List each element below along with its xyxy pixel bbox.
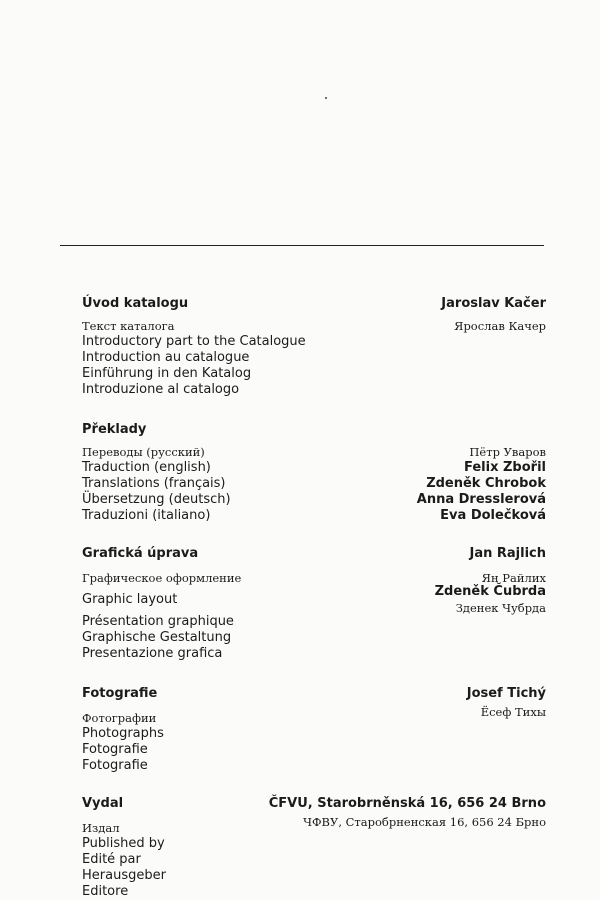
section-intro <box>82 296 546 398</box>
intro-item-en: Introductory part to the Catalogue <box>82 334 306 349</box>
graphic-designer-2-ru: Зденек Чубрда <box>455 601 546 615</box>
intro-item-it: Introduzione al catalogo <box>82 382 240 397</box>
publisher-item-ru: Издал <box>82 821 120 835</box>
graphic-designer-2: Zdeněk Čubrda <box>434 584 546 599</box>
publisher-item-de: Herausgeber <box>82 868 166 883</box>
translations-heading: Překlady <box>82 422 147 437</box>
translator-ru: Пётр Уваров <box>469 445 546 459</box>
publisher-item-fr: Edité par <box>82 852 141 867</box>
translator-it: Eva Dolečková <box>440 508 546 523</box>
intro-item-fr: Introduction au catalogue <box>82 350 250 365</box>
photo-item-cs: Fotografie <box>82 742 148 757</box>
photo-item-en: Photographs <box>82 726 164 741</box>
translation-item-ru: Переводы (русский) <box>82 445 205 459</box>
graphic-item-de: Graphische Gestaltung <box>82 630 232 645</box>
photo-heading: Fotografie <box>82 686 158 701</box>
translation-item-fr: Translations (français) <box>82 476 226 491</box>
graphic-item-en: Graphic layout <box>82 592 178 607</box>
intro-item-de: Einführung in den Katalog <box>82 366 252 381</box>
photo-item-it: Fotografie <box>82 758 148 773</box>
section-photography <box>82 686 546 774</box>
intro-heading: Úvod katalogu <box>82 296 189 311</box>
intro-author-ru: Ярослав Качер <box>454 319 546 333</box>
print-speck <box>325 97 327 99</box>
translation-item-en: Traduction (english) <box>82 460 211 475</box>
photo-item-ru: Фотографии <box>82 711 157 725</box>
graphic-item-ru: Графическое оформление <box>82 571 242 585</box>
translator-en: Felix Zbořil <box>464 460 546 475</box>
section-translations <box>82 422 546 524</box>
translator-fr: Zdeněk Chrobok <box>426 476 546 491</box>
photographer-ru: Ёсеф Тихы <box>480 705 546 719</box>
publisher-item-en: Published by <box>82 836 165 851</box>
translator-de: Anna Dresslerová <box>416 492 546 507</box>
section-publisher <box>82 796 546 900</box>
section-graphic-layout <box>82 546 546 662</box>
publisher-heading: Vydal <box>82 796 124 811</box>
translation-item-it: Traduzioni (italiano) <box>82 508 211 523</box>
intro-author: Jaroslav Kačer <box>441 296 546 311</box>
graphic-item-fr: Présentation graphique <box>82 614 234 629</box>
publisher-address-ru: ЧФВУ, Старобрненская 16, 656 24 Брно <box>303 815 546 829</box>
intro-item-ru: Текст каталога <box>82 319 175 333</box>
graphic-heading: Grafická úprava <box>82 546 199 561</box>
photographer: Josef Tichý <box>466 686 546 701</box>
publisher-item-it: Editore <box>82 884 129 899</box>
graphic-designer-ru: Ян Райлих <box>481 571 546 585</box>
publisher-address: ČFVU, Starobrněnská 16, 656 24 Brno <box>268 796 546 811</box>
graphic-item-it: Presentazione grafica <box>82 646 223 661</box>
graphic-designer: Jan Rajlich <box>469 546 546 561</box>
horizontal-rule <box>60 245 544 246</box>
translation-item-de: Übersetzung (deutsch) <box>82 492 231 507</box>
